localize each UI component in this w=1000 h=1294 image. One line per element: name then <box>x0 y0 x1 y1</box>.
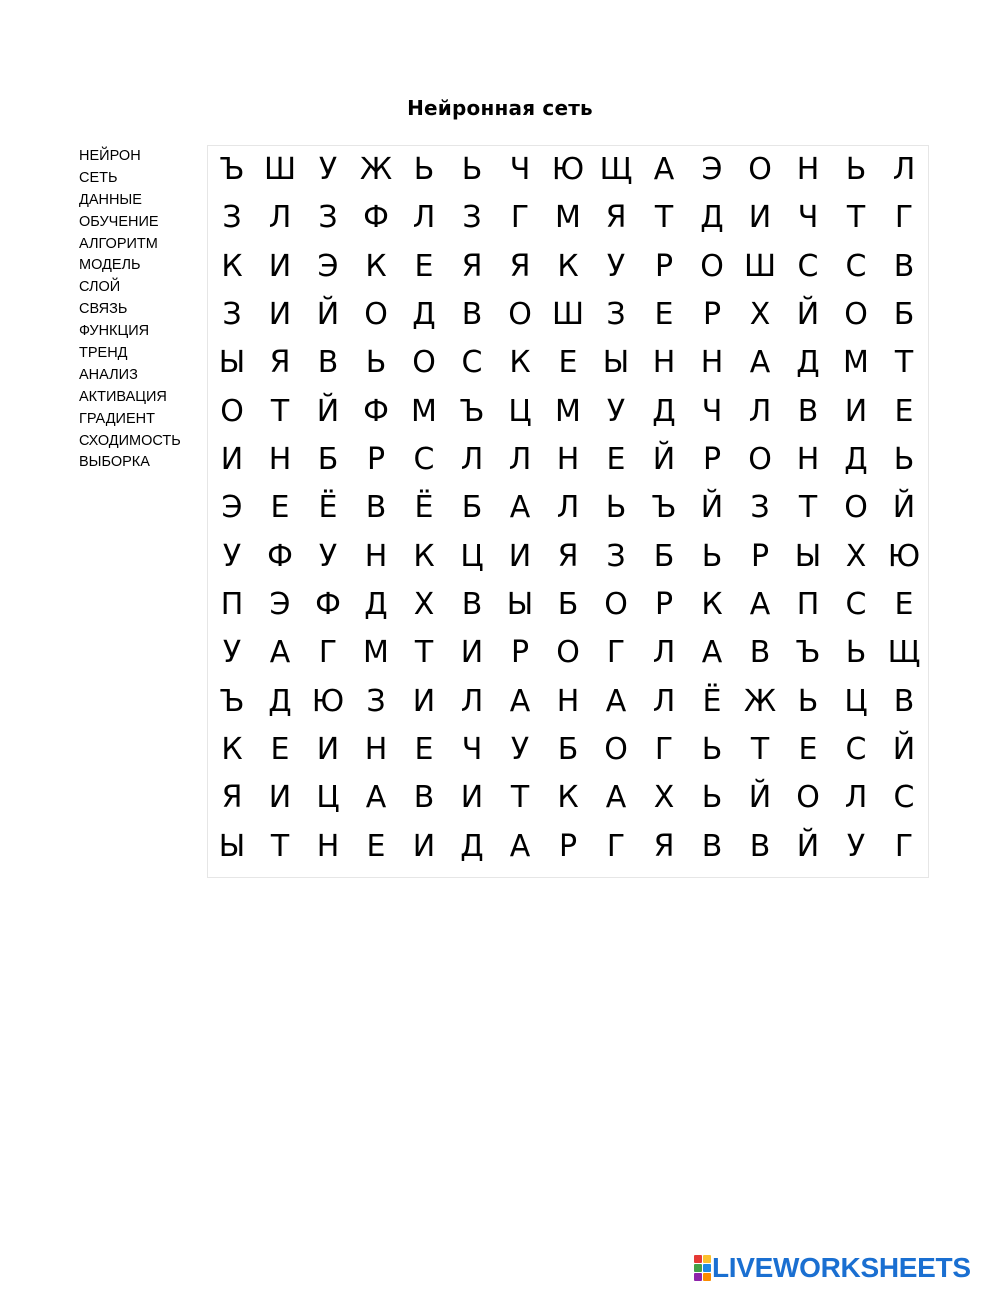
grid-letter-cell[interactable]: И <box>316 732 340 768</box>
word-list-item[interactable]: МОДЕЛЬ <box>79 257 141 274</box>
grid-letter-cell[interactable]: И <box>460 780 484 816</box>
grid-letter-cell[interactable]: Б <box>557 587 579 623</box>
grid-letter-cell[interactable]: Ё <box>414 490 434 526</box>
grid-letter-cell[interactable]: Д <box>796 345 820 381</box>
grid-letter-cell[interactable]: Р <box>366 442 386 478</box>
grid-letter-cell[interactable]: Г <box>606 635 626 671</box>
grid-letter-cell[interactable]: Ж <box>359 152 393 188</box>
grid-letter-cell[interactable]: Й <box>892 732 916 768</box>
grid-letter-cell[interactable]: Б <box>557 732 579 768</box>
grid-letter-cell[interactable]: К <box>365 248 387 284</box>
grid-letter-cell[interactable]: Ч <box>461 732 483 768</box>
grid-letter-cell[interactable]: И <box>268 780 292 816</box>
grid-letter-cell[interactable]: Д <box>412 297 436 333</box>
grid-letter-cell[interactable]: С <box>845 732 867 768</box>
grid-letter-cell[interactable]: С <box>893 780 915 816</box>
grid-letter-cell[interactable]: К <box>557 248 579 284</box>
grid-letter-cell[interactable]: В <box>413 780 435 816</box>
grid-letter-cell[interactable]: Н <box>364 732 388 768</box>
grid-letter-cell[interactable]: К <box>221 732 243 768</box>
grid-letter-cell[interactable]: О <box>364 297 388 333</box>
grid-letter-cell[interactable]: У <box>222 635 242 671</box>
grid-letter-cell[interactable]: И <box>748 200 772 236</box>
grid-letter-cell[interactable]: Ы <box>218 345 246 381</box>
grid-letter-cell[interactable]: З <box>222 297 242 333</box>
grid-letter-cell[interactable]: Н <box>556 442 580 478</box>
grid-letter-cell[interactable]: Х <box>413 587 435 623</box>
grid-letter-cell[interactable]: Щ <box>599 152 633 188</box>
grid-letter-cell[interactable]: Й <box>796 297 820 333</box>
grid-letter-cell[interactable]: Н <box>268 442 292 478</box>
grid-letter-cell[interactable]: К <box>413 538 435 574</box>
grid-letter-cell[interactable]: Н <box>652 345 676 381</box>
grid-letter-cell[interactable]: Л <box>412 200 436 236</box>
grid-letter-cell[interactable]: Ь <box>845 152 867 188</box>
grid-letter-cell[interactable]: В <box>461 297 483 333</box>
grid-letter-cell[interactable]: Т <box>414 635 434 671</box>
grid-letter-cell[interactable]: Э <box>269 587 291 623</box>
grid-letter-cell[interactable]: У <box>606 248 626 284</box>
grid-letter-cell[interactable]: Е <box>414 732 434 768</box>
grid-letter-cell[interactable]: Ы <box>506 587 534 623</box>
grid-letter-cell[interactable]: Щ <box>887 635 921 671</box>
grid-letter-cell[interactable]: Г <box>894 200 914 236</box>
grid-letter-cell[interactable]: У <box>846 828 866 864</box>
grid-letter-cell[interactable]: Д <box>700 200 724 236</box>
grid-letter-cell[interactable]: Ы <box>602 345 630 381</box>
grid-letter-cell[interactable]: Ь <box>701 732 723 768</box>
grid-letter-cell[interactable]: В <box>749 828 771 864</box>
grid-letter-cell[interactable]: М <box>555 200 581 236</box>
grid-letter-cell[interactable]: Ш <box>551 297 585 333</box>
grid-letter-cell[interactable]: О <box>748 442 772 478</box>
grid-letter-cell[interactable]: Ц <box>508 393 532 429</box>
grid-letter-cell[interactable]: Я <box>653 828 675 864</box>
grid-letter-cell[interactable]: И <box>412 683 436 719</box>
grid-letter-cell[interactable]: У <box>222 538 242 574</box>
grid-letter-cell[interactable]: Ъ <box>651 490 677 526</box>
grid-letter-cell[interactable]: Э <box>701 152 723 188</box>
grid-letter-cell[interactable]: У <box>318 538 338 574</box>
word-list <box>79 146 181 474</box>
grid-letter-cell[interactable]: Ю <box>551 152 585 188</box>
grid-letter-cell[interactable]: Ш <box>263 152 297 188</box>
grid-letter-cell[interactable]: Р <box>558 828 578 864</box>
grid-letter-cell[interactable]: Ы <box>794 538 822 574</box>
grid-letter-cell[interactable]: З <box>462 200 482 236</box>
grid-letter-cell[interactable]: Ц <box>844 683 868 719</box>
grid-letter-cell[interactable]: Д <box>652 393 676 429</box>
grid-letter-cell[interactable]: Й <box>748 780 772 816</box>
grid-letter-cell[interactable]: О <box>220 393 244 429</box>
grid-letter-cell[interactable]: Л <box>748 393 772 429</box>
grid-letter-cell[interactable]: К <box>557 780 579 816</box>
grid-letter-cell[interactable]: Т <box>894 345 914 381</box>
grid-letter-cell[interactable]: И <box>508 538 532 574</box>
logo-mark-square <box>694 1273 702 1281</box>
grid-letter-cell[interactable]: Ж <box>743 683 777 719</box>
grid-letter-cell[interactable]: Н <box>796 442 820 478</box>
grid-letter-cell[interactable]: Б <box>653 538 675 574</box>
grid-letter-cell[interactable]: Р <box>702 442 722 478</box>
grid-letter-cell[interactable]: Г <box>894 828 914 864</box>
grid-letter-cell[interactable]: Ь <box>605 490 627 526</box>
grid-letter-cell[interactable]: Я <box>461 248 483 284</box>
grid-letter-cell[interactable]: Р <box>510 635 530 671</box>
grid-letter-cell[interactable]: Ъ <box>219 152 245 188</box>
grid-letter-cell[interactable]: Й <box>892 490 916 526</box>
grid-letter-cell[interactable]: Т <box>270 828 290 864</box>
grid-letter-cell[interactable]: Ь <box>893 442 915 478</box>
word-list-item[interactable]: ГРАДИЕНТ <box>79 410 155 427</box>
grid-letter-cell[interactable]: Й <box>652 442 676 478</box>
grid-letter-cell[interactable]: Л <box>460 442 484 478</box>
grid-letter-cell[interactable]: О <box>412 345 436 381</box>
grid-letter-cell[interactable]: К <box>509 345 531 381</box>
grid-letter-cell[interactable]: В <box>797 393 819 429</box>
grid-letter-cell[interactable]: А <box>509 490 531 526</box>
grid-letter-cell[interactable]: Д <box>844 442 868 478</box>
grid-letter-cell[interactable]: А <box>749 345 771 381</box>
word-list-item[interactable]: СЛОЙ <box>79 279 121 296</box>
grid-letter-cell[interactable]: О <box>796 780 820 816</box>
grid-letter-cell[interactable]: В <box>893 683 915 719</box>
grid-letter-cell[interactable]: С <box>797 248 819 284</box>
grid-letter-cell[interactable]: У <box>606 393 626 429</box>
grid-letter-cell[interactable]: Е <box>558 345 578 381</box>
grid-letter-cell[interactable]: Н <box>364 538 388 574</box>
grid-letter-cell[interactable]: П <box>220 587 244 623</box>
logo-mark-square <box>703 1264 711 1272</box>
grid-letter-cell[interactable]: В <box>461 587 483 623</box>
word-search-grid <box>207 145 929 878</box>
grid-letter-cell[interactable]: А <box>605 780 627 816</box>
grid-letter-cell[interactable]: Р <box>654 587 674 623</box>
liveworksheets-logo-text: LIVEWORKSHEETS <box>712 1252 971 1283</box>
grid-letter-cell[interactable]: Ё <box>318 490 338 526</box>
logo-mark-square <box>703 1273 711 1281</box>
grid-letter-cell[interactable]: Л <box>844 780 868 816</box>
grid-letter-cell[interactable]: Е <box>894 393 914 429</box>
grid-letter-cell[interactable]: Г <box>510 200 530 236</box>
grid-letter-cell[interactable]: Б <box>461 490 483 526</box>
grid-letter-cell[interactable]: Ф <box>363 393 389 429</box>
grid-letter-cell[interactable]: Л <box>652 683 676 719</box>
grid-letter-cell[interactable]: И <box>412 828 436 864</box>
word-list-item[interactable]: НЕЙРОН <box>79 148 141 164</box>
grid-letter-cell[interactable]: Ё <box>702 683 722 719</box>
grid-letter-cell[interactable]: Ц <box>316 780 340 816</box>
word-list-item[interactable]: СЕТЬ <box>79 169 118 186</box>
grid-letter-cell[interactable]: Ч <box>797 200 819 236</box>
grid-letter-cell[interactable]: Т <box>510 780 530 816</box>
grid-letter-cell[interactable]: М <box>843 345 869 381</box>
grid-letter-cell[interactable]: Т <box>750 732 770 768</box>
word-list-item[interactable]: СВЯЗЬ <box>79 301 128 318</box>
grid-letter-cell[interactable]: Н <box>556 683 580 719</box>
grid-letter-cell[interactable]: Ь <box>701 780 723 816</box>
grid-letter-cell[interactable]: Т <box>798 490 818 526</box>
grid-letter-cell[interactable]: Д <box>460 828 484 864</box>
grid-letter-cell[interactable]: З <box>318 200 338 236</box>
grid-letter-cell[interactable]: Н <box>316 828 340 864</box>
grid-letter-cell[interactable]: А <box>365 780 387 816</box>
grid-letter-cell[interactable]: У <box>510 732 530 768</box>
grid-letter-cell[interactable]: Ф <box>363 200 389 236</box>
grid-letter-cell[interactable]: Р <box>654 248 674 284</box>
grid-letter-cell[interactable]: Ю <box>311 683 345 719</box>
logo-mark-square <box>694 1255 702 1263</box>
grid-letter-cell[interactable]: Е <box>414 248 434 284</box>
grid-letter-cell[interactable]: Ц <box>460 538 484 574</box>
word-list-item[interactable]: АКТИВАЦИЯ <box>79 388 167 405</box>
grid-letter-cell[interactable]: И <box>844 393 868 429</box>
grid-letter-cell[interactable]: Л <box>556 490 580 526</box>
grid-letter-cell[interactable]: А <box>749 587 771 623</box>
grid-letter-cell[interactable]: О <box>844 490 868 526</box>
grid-letter-cell[interactable]: С <box>461 345 483 381</box>
grid-letter-cell[interactable]: Х <box>845 538 867 574</box>
grid-letter-cell[interactable]: Ь <box>461 152 483 188</box>
grid-letter-cell[interactable]: А <box>509 683 531 719</box>
grid-letter-cell[interactable]: Г <box>654 732 674 768</box>
grid-letter-cell[interactable]: Ф <box>267 538 293 574</box>
grid-letter-cell[interactable]: Е <box>654 297 674 333</box>
grid-letter-cell[interactable]: Й <box>316 297 340 333</box>
grid-letter-cell[interactable]: М <box>555 393 581 429</box>
grid-letter-cell[interactable]: Б <box>317 442 339 478</box>
grid-letter-cell[interactable]: В <box>317 345 339 381</box>
grid-letter-cell[interactable]: Е <box>270 490 290 526</box>
word-list-item[interactable]: АНАЛИЗ <box>79 366 138 383</box>
grid-letter-cell[interactable]: Й <box>700 490 724 526</box>
grid-letter-cell[interactable]: Я <box>269 345 291 381</box>
grid-letter-cell[interactable]: Ю <box>887 538 921 574</box>
grid-letter-cell[interactable]: А <box>269 635 291 671</box>
grid-letter-cell[interactable]: А <box>605 683 627 719</box>
grid-letter-cell[interactable]: Я <box>509 248 531 284</box>
grid-letter-cell[interactable]: Н <box>700 345 724 381</box>
grid-letter-cell[interactable]: М <box>363 635 389 671</box>
grid-letter-cell[interactable]: Ь <box>413 152 435 188</box>
grid-letter-cell[interactable]: Ч <box>701 393 723 429</box>
grid-letter-cell[interactable]: И <box>460 635 484 671</box>
grid-letter-cell[interactable]: З <box>366 683 386 719</box>
grid-letter-cell[interactable]: Б <box>893 297 915 333</box>
grid-letter-cell[interactable]: Е <box>894 587 914 623</box>
grid-letter-cell[interactable]: Т <box>654 200 674 236</box>
grid-letter-cell[interactable]: Ш <box>743 248 777 284</box>
grid-letter-cell[interactable]: Р <box>702 297 722 333</box>
grid-letter-cell[interactable]: О <box>844 297 868 333</box>
grid-letter-cell[interactable]: Т <box>846 200 866 236</box>
grid-letter-cell[interactable]: С <box>845 248 867 284</box>
grid-letter-cell[interactable]: Я <box>557 538 579 574</box>
grid-letter-cell[interactable]: В <box>365 490 387 526</box>
grid-letter-cell[interactable]: С <box>413 442 435 478</box>
grid-letter-cell[interactable]: В <box>893 248 915 284</box>
grid-letter-cell[interactable]: З <box>750 490 770 526</box>
grid-letter-cell[interactable]: Р <box>750 538 770 574</box>
grid-letter-cell[interactable]: Й <box>796 828 820 864</box>
grid-letter-cell[interactable]: Л <box>460 683 484 719</box>
page-title: Нейронная сеть <box>407 96 593 120</box>
grid-letter-cell[interactable]: Й <box>316 393 340 429</box>
grid-letter-cell[interactable]: О <box>604 587 628 623</box>
grid-letter-cell[interactable]: Л <box>508 442 532 478</box>
word-list-item[interactable]: ДАННЫЕ <box>79 191 142 208</box>
grid-letter-cell[interactable]: Л <box>268 200 292 236</box>
logo-mark-square <box>703 1255 711 1263</box>
word-list-item[interactable]: ВЫБОРКА <box>79 454 150 471</box>
grid-letter-cell[interactable]: З <box>222 200 242 236</box>
word-list-item[interactable]: АЛГОРИТМ <box>79 235 158 252</box>
grid-letter-cell[interactable]: Я <box>605 200 627 236</box>
word-list-item[interactable]: ТРЕНД <box>79 345 128 362</box>
grid-letter-cell[interactable]: З <box>606 297 626 333</box>
grid-letter-cell[interactable]: О <box>556 635 580 671</box>
grid-letter-cell[interactable]: Е <box>606 442 626 478</box>
grid-letter-cell[interactable]: Д <box>268 683 292 719</box>
grid-letter-cell[interactable]: Ы <box>218 828 246 864</box>
grid-letter-cell[interactable]: Х <box>749 297 771 333</box>
logo-mark-square <box>694 1264 702 1272</box>
grid-letter-cell[interactable]: Ъ <box>219 683 245 719</box>
liveworksheets-logo-icon <box>694 1255 710 1281</box>
grid-letter-cell[interactable]: Х <box>653 780 675 816</box>
grid-letter-cell[interactable]: З <box>606 538 626 574</box>
grid-letter-cell[interactable]: И <box>220 442 244 478</box>
grid-letter-cell[interactable]: Ь <box>365 345 387 381</box>
grid-letter-cell[interactable]: Л <box>652 635 676 671</box>
word-list-item[interactable]: ФУНКЦИЯ <box>79 323 150 340</box>
grid-letter-cell[interactable]: Е <box>366 828 386 864</box>
grid-letter-cell[interactable]: Ь <box>845 635 867 671</box>
grid-letter-cell[interactable]: Ч <box>509 152 531 188</box>
grid-letter-cell[interactable]: Т <box>270 393 290 429</box>
grid-letter-cell[interactable]: А <box>509 828 531 864</box>
grid-letter-cell[interactable]: И <box>268 248 292 284</box>
grid-letter-cell[interactable]: О <box>604 732 628 768</box>
grid-letter-cell[interactable]: Ъ <box>459 393 485 429</box>
grid-letter-cell[interactable]: Е <box>798 732 818 768</box>
grid-letter-cell[interactable]: А <box>653 152 675 188</box>
grid-letter-cell[interactable]: Г <box>606 828 626 864</box>
grid-letter-cell[interactable]: О <box>700 248 724 284</box>
grid-letter-cell[interactable]: К <box>701 587 723 623</box>
grid-letter-cell[interactable]: И <box>268 297 292 333</box>
grid-letter-cell[interactable]: Э <box>221 490 243 526</box>
grid-letter-cell[interactable]: С <box>845 587 867 623</box>
word-list-item[interactable]: СХОДИМОСТЬ <box>79 432 181 449</box>
grid-letter-cell[interactable]: О <box>748 152 772 188</box>
grid-letter-cell[interactable]: Н <box>796 152 820 188</box>
grid-letter-cell[interactable]: В <box>749 635 771 671</box>
grid-letter-cell[interactable]: Д <box>364 587 388 623</box>
grid-letter-cell[interactable]: К <box>221 248 243 284</box>
grid-letter-cell[interactable]: Ь <box>701 538 723 574</box>
grid-letter-cell[interactable]: У <box>318 152 338 188</box>
grid-letter-cell[interactable]: Г <box>318 635 338 671</box>
grid-letter-cell[interactable]: Э <box>317 248 339 284</box>
grid-letter-cell[interactable]: Ь <box>797 683 819 719</box>
grid-letter-cell[interactable]: М <box>411 393 437 429</box>
grid-letter-cell[interactable]: Ф <box>315 587 341 623</box>
grid-letter-cell[interactable]: П <box>796 587 820 623</box>
grid-letter-cell[interactable]: В <box>701 828 723 864</box>
grid-letter-cell[interactable]: Ъ <box>795 635 821 671</box>
grid-letter-cell[interactable]: Е <box>270 732 290 768</box>
grid-letter-cell[interactable]: О <box>508 297 532 333</box>
grid-letter-cell[interactable]: А <box>701 635 723 671</box>
grid-letter-cell[interactable]: Л <box>892 152 916 188</box>
grid-letter-cell[interactable]: Я <box>221 780 243 816</box>
word-list-item[interactable]: ОБУЧЕНИЕ <box>79 213 159 230</box>
liveworksheets-logo <box>694 1253 988 1283</box>
